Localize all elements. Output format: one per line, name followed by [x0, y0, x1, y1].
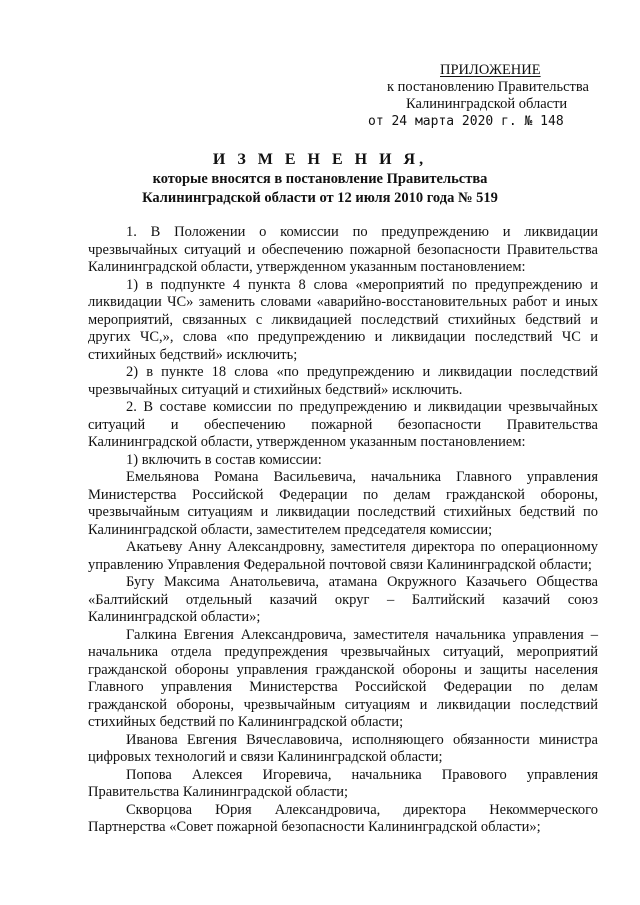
- paragraph: Попова Алексея Игоревича, начальника Правового управления Правительства Калининградской области;: [88, 766, 598, 800]
- paragraph: Галкина Евгения Александровича, заместителя начальника управления – начальника отдела предупреждения чрезвычайных ситуаций, мероприятий гражданской обороны управления гражданской обороны и защиты населения Главного управления Министерства Российской Федерации по делам гражданской обороны, чрезвычайным ситуациям и ликвидации последствий стихийных бедствий по Калининградской области;: [88, 626, 598, 730]
- paragraph: Бугу Максима Анатольевича, атамана Окружного Казачьего Общества «Балтийский отдельный казачий округ – Балтийский казачий союз Калининградской области»;: [88, 574, 598, 625]
- paragraph: 1) включить в состав комиссии:: [126, 451, 322, 468]
- appendix-block: [360, 62, 600, 130]
- appendix-title: ПРИЛОЖЕНИЕ: [440, 62, 541, 78]
- heading-subtitle-2: Калининградской области от 12 июля 2010 года № 519: [142, 190, 498, 206]
- appendix-reference: к постановлению Правительства: [387, 79, 589, 95]
- paragraph: 2) в пункте 18 слова «по предупреждению и ликвидации последствий чрезвычайных ситуаций и стихийных бедствий» исключить.: [88, 364, 598, 398]
- paragraph: 1. В Положении о комиссии по предупреждению и ликвидации чрезвычайных ситуаций и обеспечению пожарной безопасности Правительства Калининградской области, утвержденном указанным постановлением:: [88, 224, 598, 275]
- document-heading: [80, 150, 560, 208]
- paragraph: 2. В составе комиссии по предупреждению и ликвидации чрезвычайных ситуаций и обеспечению пожарной безопасности Правительства Калининградской области, утвержденном указанным постановлением:: [88, 399, 598, 450]
- paragraph: Емельянова Романа Васильевича, начальника Главного управления Министерства Российской Федерации по делам гражданской обороны, чрезвычайным ситуациям и ликвидации последствий стихийных бедствий по Калининградской области, заместителем председателя комиссии;: [88, 469, 598, 538]
- paragraph: Скворцова Юрия Александровича, директора Некоммерческого Партнерства «Совет пожарной безопасности Калининградской области»;: [88, 801, 598, 835]
- paragraph: Иванова Евгения Вячеславовича, исполняющего обязанности министра цифровых технологий и связи Калининградской области;: [88, 731, 598, 765]
- paragraph: Акатьеву Анну Александровну, заместителя директора по операционному управлению Управления Федеральной почтовой связи Калининградской области;: [88, 539, 598, 573]
- appendix-date-number: от 24 марта 2020 г. № 148: [368, 114, 564, 129]
- paragraph: 1) в подпункте 4 пункта 8 слова «мероприятий по предупреждению и ликвидации ЧС» заменить словами «аварийно-восстановительных работ и иных мероприятий, связанных с ликвидацией последствий стихийных бедствий и других ЧС,», слова «по предупреждению и ликвидации последствий ЧС и стихийных бедствий» исключить;: [88, 276, 598, 363]
- heading-subtitle: которые вносятся в постановление Правительства: [152, 171, 488, 187]
- appendix-region: Калининградской области: [406, 96, 568, 112]
- heading-title: И З М Е Н Е Н И Я,: [212, 151, 428, 168]
- document-body: [88, 224, 598, 837]
